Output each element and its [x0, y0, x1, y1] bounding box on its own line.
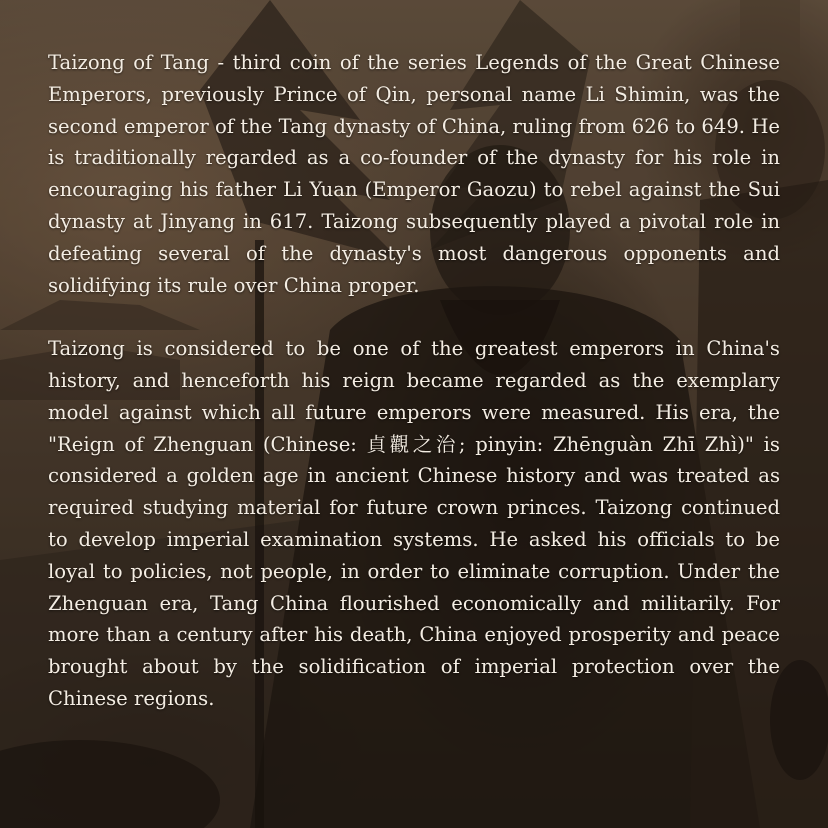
description-paragraph-1: Taizong of Tang - third coin of the series Legends of the Great Chinese Emperors, previously Prince of Qin, personal name Li Shimin, was the second emperor of the Tang dynasty of China, ruling from 626 to 649. He is traditionally regarded as a co-founder of the dynasty for his role in encouraging his father Li Yuan (Emperor Gaozu) to rebel against the Sui dynasty at Jinyang in 617. Taizong subsequently played a pivotal role in defeating several of the dynasty's most dangerous opponents and solidifying its rule over China proper. — [48, 51, 780, 297]
description-text — [48, 47, 780, 715]
description-paragraph-2: Taizong is considered to be one of the greatest emperors in China's history, and henceforth his reign became regarded as the exemplary model against which all future emperors were measured. His era, the "Reign of Zhenguan (Chinese: 貞觀之治; pinyin: Zhēnguàn Zhī Zhì)" is considered a golden age in ancient Chinese history and was treated as required studying material for future crown princes. Taizong continued to develop imperial examination systems. He asked his officials to be loyal to policies, not people, in order to eliminate corruption. Under the Zhenguan era, Tang China flourished economically and militarily. For more than a century after his death, China enjoyed prosperity and peace brought about by the solidification of imperial protection over the Chinese regions. — [48, 337, 780, 710]
